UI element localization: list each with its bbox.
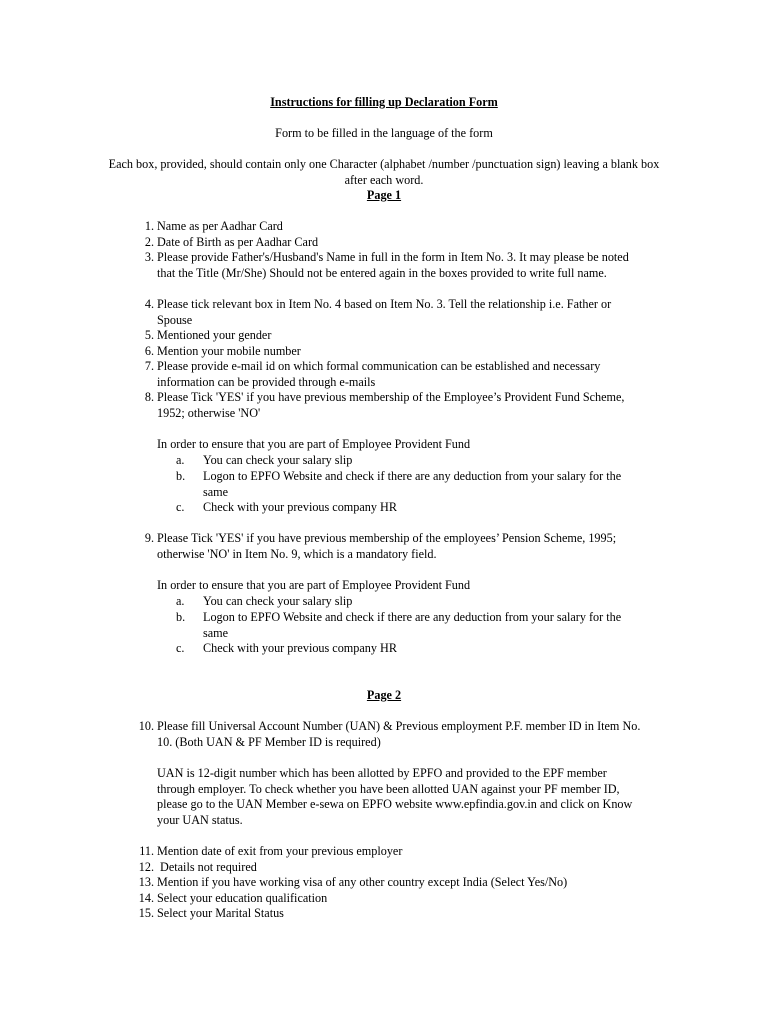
box-note: Each box, provided, should contain only one Character (alphabet /number /punctuation sign) leaving a blank box after each word.: [108, 157, 660, 187]
item-number: 5.: [144, 328, 154, 342]
sub-item-text: You can check your salary slip: [203, 453, 353, 467]
item-text: Please provide Father's/Husband's Name in full in the form in Item No. 3. It may please be noted that the Title (Mr/She) Should not be entered again in the boxes provided to write full name.: [157, 250, 629, 280]
item-text: Mention if you have working visa of any other country except India (Select Yes/No): [157, 875, 568, 889]
item-text: Name as per Aadhar Card: [157, 219, 283, 233]
epf-check-intro: In order to ensure that you are part of Employee Provident Fund: [157, 578, 471, 592]
item-text: Mention your mobile number: [157, 344, 301, 358]
item-number: 11.: [139, 844, 154, 858]
item-number: 2.: [144, 235, 154, 249]
uan-note: UAN is 12-digit number which has been allotted by EPFO and provided to the EPF member through employer. To check whether you have been allotted UAN against your PF member ID, please go to the UAN Member e-sewa on EPFO website www.epfindia.gov.in and click on Know your UAN status.: [157, 766, 633, 827]
item-number: 4.: [144, 297, 154, 311]
page1-heading: Page 1: [366, 188, 402, 202]
item-number: 8.: [144, 390, 154, 404]
item-number: 7.: [144, 359, 154, 373]
sub-item-text: Check with your previous company HR: [203, 641, 397, 655]
item-text: Please fill Universal Account Number (UAN) & Previous employment P.F. member ID in Item No. 10. (Both UAN & PF Member ID is required): [157, 719, 641, 749]
page2-heading: Page 2: [366, 688, 402, 702]
item-number: 15.: [138, 906, 154, 920]
epf-check-intro: In order to ensure that you are part of Employee Provident Fund: [157, 437, 471, 451]
item-number: 13.: [138, 875, 154, 889]
item-text: Date of Birth as per Aadhar Card: [157, 235, 319, 249]
sub-item-letter: c.: [176, 641, 185, 655]
item-text: Please Tick 'YES' if you have previous membership of the Employee’s Provident Fund Scheme, 1952; otherwise 'NO': [157, 390, 625, 420]
sub-item-text: Check with your previous company HR: [203, 500, 397, 514]
item-text: Mention date of exit from your previous employer: [157, 844, 403, 858]
item-text: Please tick relevant box in Item No. 4 based on Item No. 3. Tell the relationship i.e. Father or Spouse: [157, 297, 612, 327]
sub-item-letter: b.: [176, 469, 186, 483]
sub-item-text: You can check your salary slip: [203, 594, 353, 608]
item-number: 10.: [138, 719, 154, 733]
item-number: 6.: [144, 344, 154, 358]
sub-item-letter: b.: [176, 610, 186, 624]
item-number: 12.: [138, 860, 154, 874]
item-text: Mentioned your gender: [157, 328, 272, 342]
item-number: 9.: [144, 531, 154, 545]
sub-item-text: Logon to EPFO Website and check if there are any deduction from your salary for the same: [203, 610, 622, 640]
item-text: Please provide e-mail id on which formal communication can be established and necessary information can be provided through e-mails: [157, 359, 601, 389]
language-note: Form to be filled in the language of the form: [275, 126, 493, 140]
sub-item-text: Logon to EPFO Website and check if there are any deduction from your salary for the same: [203, 469, 622, 499]
page-title: Instructions for filling up Declaration Form: [270, 95, 498, 109]
sub-item-letter: c.: [176, 500, 185, 514]
item-number: 1.: [144, 219, 154, 233]
item-text: Select your education qualification: [157, 891, 328, 905]
item-text: Please Tick 'YES' if you have previous membership of the employees’ Pension Scheme, 1995; otherwise 'NO' in Item No. 9, which is a mandatory field.: [157, 531, 617, 561]
sub-item-letter: a.: [176, 594, 185, 608]
item-text: Select your Marital Status: [157, 906, 284, 920]
item-number: 14.: [138, 891, 154, 905]
sub-item-letter: a.: [176, 453, 185, 467]
item-number: 3.: [144, 250, 154, 264]
item-text: Details not required: [157, 860, 257, 874]
